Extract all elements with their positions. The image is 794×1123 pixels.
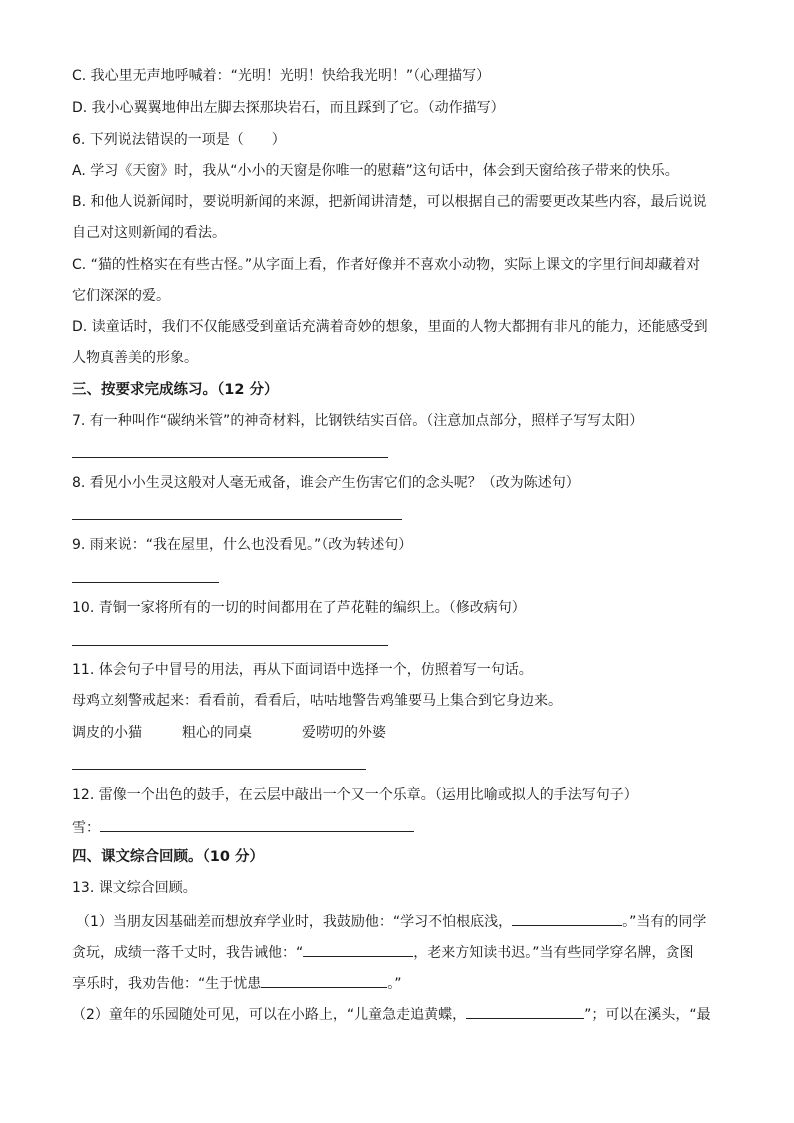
q13-part2-text-a: （2）童年的乐园随处可见，可以在小路上，“儿童急走追黄蝶，	[72, 1007, 467, 1023]
q13-blank-1[interactable]	[512, 910, 622, 926]
q11-answer-line[interactable]	[72, 769, 366, 770]
q6-option-b-line1: B. 和他人说新闻时，要说明新闻的来源，把新闻讲清楚，可以根据自己的需要更改某些内容，最后说说	[72, 194, 707, 210]
q7-answer-line[interactable]	[72, 457, 388, 458]
q13-part2-text-b: ”；可以在溪头，“最	[584, 1007, 711, 1023]
q6-option-c-line1: C. “猫的性格实在有些古怪。”从字面上看，作者好像并不喜欢小动物，实际上课文的字里行间却藏着对	[72, 257, 701, 273]
q10-stem: 10. 青铜一家将所有的一切的时间都用在了芦花鞋的编织上。（修改病句）	[72, 600, 526, 616]
q7-stem: 7. 有一种叫作“碳纳米管”的神奇材料，比钢铁结实百倍。（注意加点部分，照样子写写太阳）	[72, 413, 644, 429]
q13-part1-text-c: 贪玩，成绩一落千丈时，我告诫他：“	[72, 945, 304, 961]
q12-answer-prefix: 雪：	[72, 820, 100, 836]
q13-blank-4[interactable]	[466, 1003, 584, 1019]
q8-answer-line[interactable]	[72, 519, 402, 520]
q6-option-a: A. 学习《天窗》时，我从“小小的天窗是你唯一的慰藉”这句话中，体会到天窗给孩子带来的快乐。	[72, 163, 679, 179]
q6-option-b-line2: 自己对这则新闻的看法。	[72, 225, 226, 241]
q8-stem: 8. 看见小小生灵这般对人毫无戒备，谁会产生伤害它们的念头呢？（改为陈述句）	[72, 475, 580, 491]
q12-answer-blank[interactable]	[100, 816, 414, 832]
q13-part1-text-d: ，老来方知读书迟。”当有些同学穿名牌，贪图	[413, 945, 694, 961]
q13-part1-line3	[72, 972, 402, 994]
q6-option-c-line2: 它们深深的爱。	[72, 288, 170, 304]
q9-stem: 9. 雨来说：“我在屋里，什么也没看见。”（改为转述句）	[72, 537, 413, 553]
q13-part1-text-e: 享乐时，我劝告他：“生于忧患	[72, 976, 262, 992]
q13-blank-2[interactable]	[303, 941, 413, 957]
q11-option-2: 粗心的同桌	[182, 725, 252, 741]
q5-option-c: C. 我心里无声地呼喊着：“光明！光明！快给我光明！”（心理描写）	[72, 68, 491, 84]
q13-part1-line1	[76, 910, 706, 932]
section-4-heading: 四、课文综合回顾。（10 分）	[72, 849, 264, 865]
section-3-heading: 三、按要求完成练习。（12 分）	[72, 382, 279, 398]
q6-option-d-line1: D. 读童话时，我们不仅能感受到童话充满着奇妙的想象，里面的人物大都拥有非凡的能力，还能感受到	[72, 319, 708, 335]
q13-blank-3[interactable]	[261, 972, 387, 988]
q13-part1-text-b: 。”当有的同学	[622, 914, 707, 930]
q11-option-3: 爱唠叨的外婆	[302, 725, 386, 741]
q13-part1-text-a: （1）当朋友因基础差而想放弃学业时，我鼓励他：“学习不怕根底浅，	[76, 914, 513, 930]
q9-answer-line[interactable]	[72, 582, 219, 583]
q5-option-d: D. 我小心翼翼地伸出左脚去探那块岩石，而且踩到了它。（动作描写）	[72, 100, 505, 116]
q11-option-1: 调皮的小猫	[72, 725, 142, 741]
q11-example: 母鸡立刻警戒起来：看看前，看看后，咕咕地警告鸡雏要马上集合到它身边来。	[72, 693, 562, 709]
q6-stem: 6. 下列说法错误的一项是（ ）	[72, 132, 286, 148]
q11-stem: 11. 体会句子中冒号的用法，再从下面词语中选择一个，仿照着写一句话。	[72, 662, 533, 678]
q10-answer-line[interactable]	[72, 645, 388, 646]
q13-part1-text-f: 。”	[387, 976, 402, 992]
q13-part2-line1	[72, 1003, 711, 1025]
q13-stem: 13. 课文综合回顾。	[72, 880, 197, 896]
q6-option-d-line2: 人物真善美的形象。	[72, 350, 198, 366]
q12-stem: 12. 雷像一个出色的鼓手，在云层中敲出一个又一个乐章。（运用比喻或拟人的手法写句子）	[72, 787, 638, 803]
q13-part1-line2	[72, 941, 694, 963]
q12-answer	[72, 816, 414, 838]
